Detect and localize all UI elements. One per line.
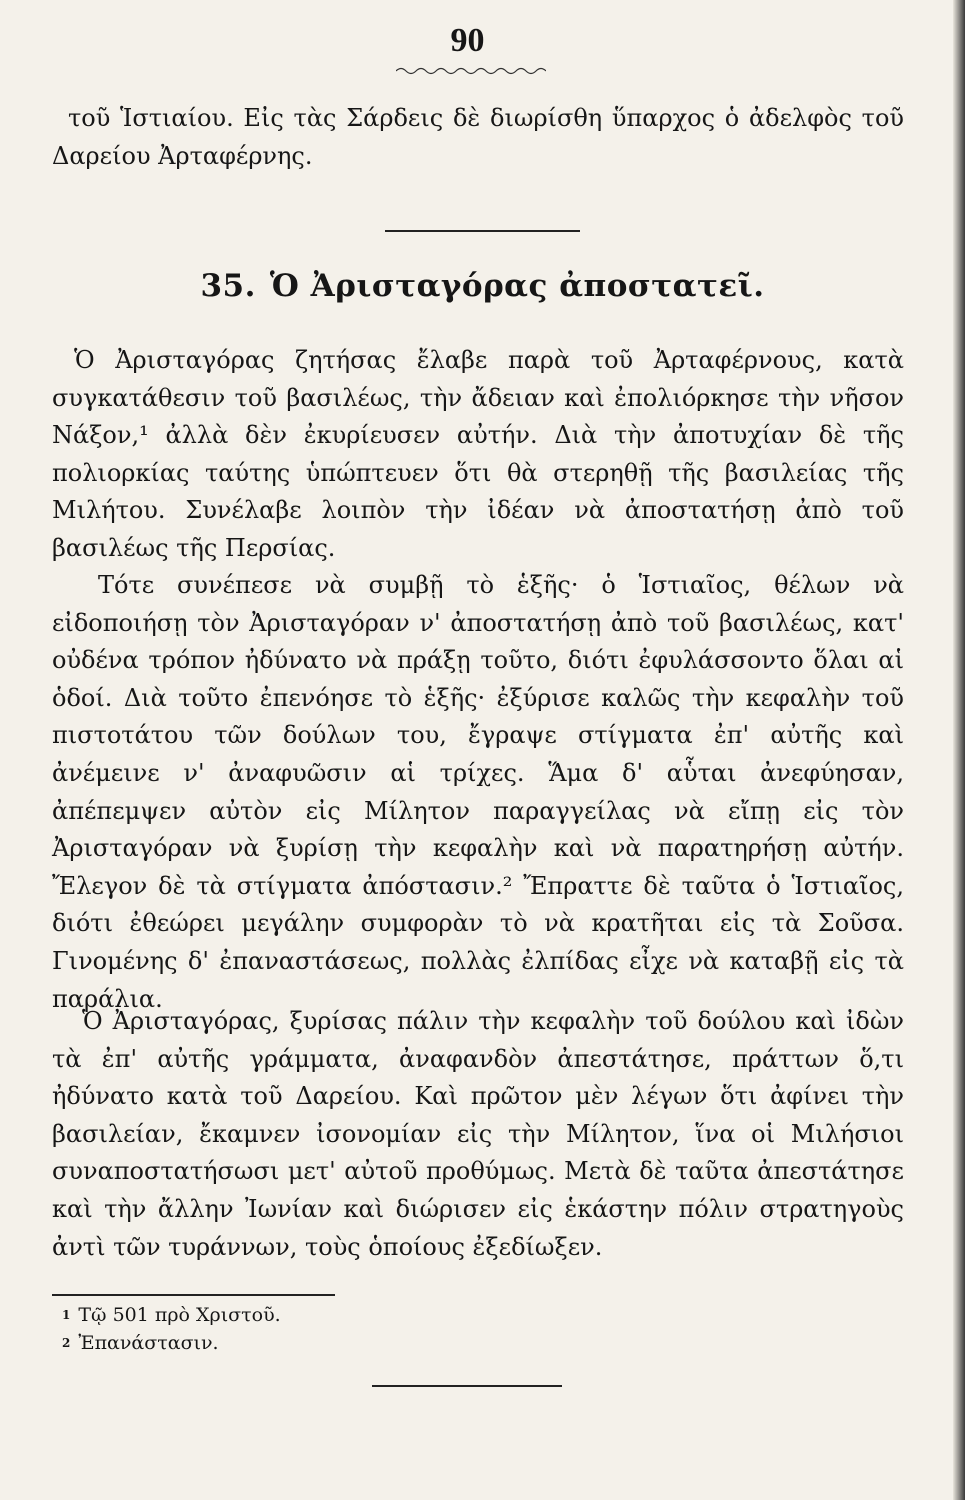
footnote-1 xyxy=(62,1303,281,1327)
section-title: Ὁ Ἀρισταγόρας ἀποστατεῖ. xyxy=(269,268,765,304)
page-number: 90 xyxy=(450,22,485,59)
footnote-text: Ἐπανάστασιν. xyxy=(78,1332,219,1354)
page-number-ornament xyxy=(396,66,546,76)
book-spine-shadow xyxy=(953,0,965,1500)
footnote-mark: 2 xyxy=(62,1336,71,1350)
paragraph-2: Τότε συνέπεσε νὰ συμβῇ τὸ ἑξῆς· ὁ Ἱστιαῖος, θέλων νὰ εἰδοποιήσῃ τὸν Ἀρισταγόραν ν' ἀποστατήσῃ ἀπὸ τοῦ βασιλέως, κατ' οὐδένα τρόπον ἠδύνατο νὰ πράξῃ τοῦτο, διότι ἐφυλάσσοντο ὅλαι αἱ ὁδοί. Διὰ τοῦτο ἐπενόησε τὸ ἑξῆς· ἐξύρισε καλῶς τὴν κεφαλὴν τοῦ πιστοτάτου τῶν δούλων του, ἔγραψε στίγματα ἐπ' αὐτῆς καὶ ἀνέμεινε ν' ἀναφυῶσιν αἱ τρίχες. Ἅμα δ' αὗται ἀνεφύησαν, ἀπέπεμψεν αὐτὸν εἰς Μίλητον παραγγείλας νὰ εἴπῃ εἰς τὸν Ἀρισταγόραν νὰ ξυρίσῃ τὴν κεφαλὴν καὶ νὰ παρατηρήσῃ αὐτήν. Ἔλεγον δὲ τὰ στίγματα ἀπόστασιν.² Ἔπραττε δὲ ταῦτα ὁ Ἱστιαῖος, διότι ἐθεώρει μεγάλην συμφορὰν τὸ νὰ κρατῆται εἰς τὰ Σοῦσα. Γινομένης δ' ἐπαναστάσεως, πολλὰς ἐλπίδας εἶχε νὰ καταβῇ εἰς τὰ παράλια. xyxy=(52,571,904,1013)
section-heading xyxy=(0,268,965,304)
footnote-text: Τῷ 501 πρὸ Χριστοῦ. xyxy=(78,1304,281,1326)
section-divider xyxy=(385,230,580,232)
paragraph-1: Ὁ Ἀρισταγόρας ζητήσας ἔλαβε παρὰ τοῦ Ἀρταφέρνους, κατὰ συγκατάθεσιν τοῦ βασιλέως, τὴν ἄδειαν καὶ ἐπολιόρκησε τὴν νῆσον Νάξον,¹ ἀλλὰ δὲν ἐκυρίευσεν αὐτήν. Διὰ τὴν ἀποτυχίαν δὲ τῆς πολιορκίας ταύτης ὑπώπτευεν ὅτι θὰ στερηθῇ τῆς βασιλείας τῆς Μιλήτου. Συνέλαβε λοιπὸν τὴν ἰδέαν νὰ ἀποστατήσῃ ἀπὸ τοῦ βασιλέως τῆς Περσίας. xyxy=(52,346,904,562)
section-number: 35. xyxy=(200,268,256,304)
footnote-mark: 1 xyxy=(62,1308,71,1322)
end-divider xyxy=(372,1385,562,1387)
footnote-divider xyxy=(52,1294,335,1296)
footnote-2 xyxy=(62,1331,219,1355)
paragraph-3: Ὁ Ἀρισταγόρας, ξυρίσας πάλιν τὴν κεφαλὴν τοῦ δούλου καὶ ἰδὼν τὰ ἐπ' αὐτῆς γράμματα, ἀναφανδὸν ἀπεστάτησε, πράττων ὅ,τι ἠδύνατο κατὰ τοῦ Δαρείου. Καὶ πρῶτον μὲν λέγων ὅτι ἀφίνει τὴν βασιλείαν, ἔκαμνεν ἰσονομίαν εἰς τὴν Μίλητον, ἵνα οἱ Μιλήσιοι συναποστατήσωσι μετ' αὐτοῦ προθύμως. Μετὰ δὲ ταῦτα ἀπεστάτησε καὶ τὴν ἄλλην Ἰωνίαν καὶ διώρισεν εἰς ἑκάστην πόλιν στρατηγοὺς ἀντὶ τῶν τυράννων, τοὺς ὁποίους ἐξεδίωξεν. xyxy=(52,1007,904,1261)
opening-text: τοῦ Ἱστιαίου. Εἰς τὰς Σάρδεις δὲ διωρίσθη ὕπαρχος ὁ ἀδελφὸς τοῦ Δαρείου Ἀρταφέρνης. xyxy=(52,104,904,170)
